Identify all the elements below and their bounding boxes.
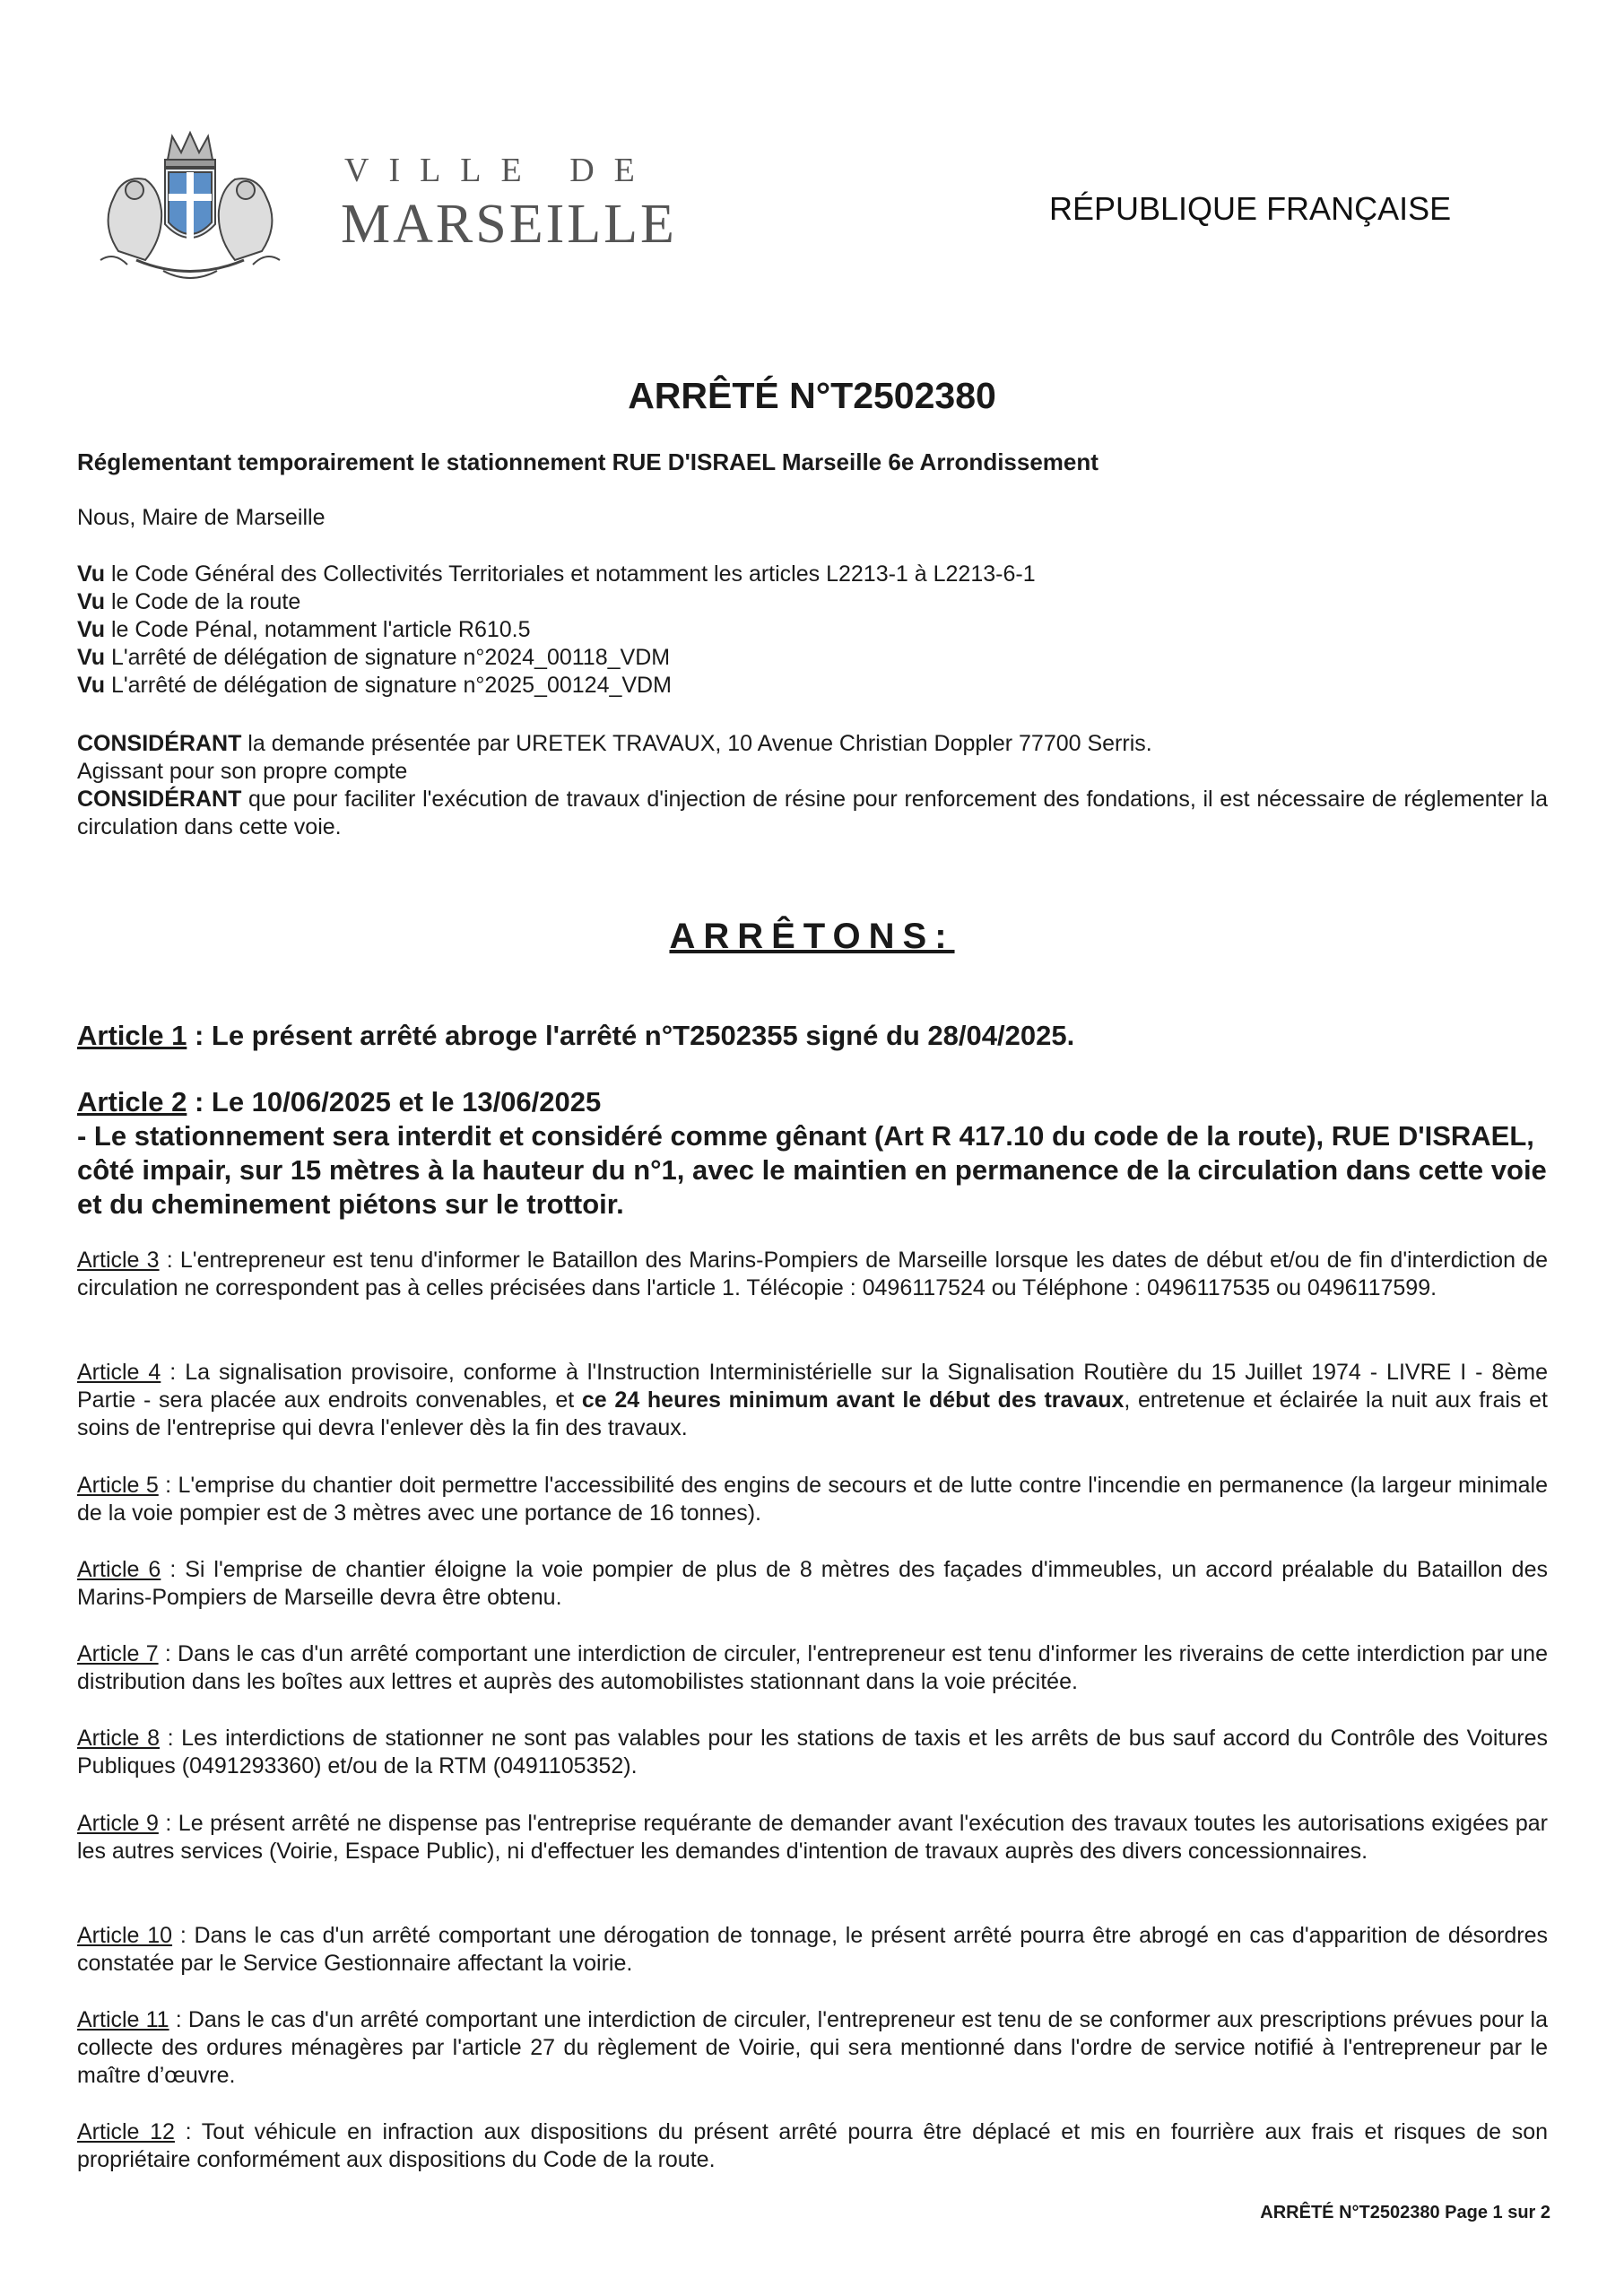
article-5: Article 5 : L'emprise du chantier doit permettre l'accessibilité des engins de secours et de lutte contre l'incendie en permanence (la largeur minimale de la voie pompier est de 3 mètres avec une portance de 16 tonnes).: [77, 1473, 1549, 1526]
article-3: Article 3 : L'entrepreneur est tenu d'informer le Bataillon des Marins-Pompiers de Marseille lorsque les dates de début et/ou de fin d'interdiction de circulation ne correspondent pas à celles précisées dans l'article 1. Télécopie : 0496117524 ou Téléphone : 0496117535 ou 0496117599.: [77, 1248, 1548, 1300]
republique-francaise: RÉPUBLIQUE FRANÇAISE: [1049, 190, 1452, 227]
page-title: ARRÊTÉ N°T2502380: [628, 375, 996, 416]
considerant-2: CONSIDÉRANT que pour faciliter l'exécution de travaux d'injection de résine pour renforcement des fondations, il est nécessaire de réglementer la circulation dans cette voie.: [77, 787, 1548, 839]
vu-item: Vu L'arrêté de délégation de signature n°2025_00124_VDM: [77, 673, 672, 698]
logo-text-line2: MARSEILLE: [341, 194, 677, 255]
subtitle: Réglementant temporairement le stationnement RUE D'ISRAEL Marseille 6e Arrondissement: [77, 448, 1099, 475]
article-9: Article 9 : Le présent arrêté ne dispense pas l'entreprise requérante de demander avant l'exécution des travaux toutes les autorisations exigées par les autres services (Voirie, Espace Public), ni d'effectuer les demandes d'intention de travaux auprès des divers concessionnaires.: [77, 1811, 1548, 1864]
coat-of-arms-icon: [100, 133, 280, 278]
article-4: Article 4 : La signalisation provisoire, conforme à l'Instruction Interministérielle sur la Signalisation Routière du 15 Juillet 1974 - LIVRE I - 8ème Partie - sera placée aux endroits convenables, et ce 24 heures minimum avant le début des travaux, entretenue et éclairée la nuit aux frais et soins de l'entreprise qui devra l'enlever dès la fin des travaux.: [77, 1360, 1548, 1440]
article-10: Article 10 : Dans le cas d'un arrêté comportant une dérogation de tonnage, le présent arrêté pourra être abrogé en cas d'apparition de désordres constatée par le Service Gestionnaire affectant la voirie.: [77, 1923, 1548, 1976]
article-12: Article 12 : Tout véhicule en infraction aux dispositions du présent arrêté pourra être déplacé et mis en fourrière aux frais et risques de son propriétaire conformément aux dispositions du Code de la route.: [77, 2119, 1549, 2172]
article-8: Article 8 : Les interdictions de stationner ne sont pas valables pour les stations de taxis et les arrêts de bus sauf accord du Contrôle des Voitures Publiques (0491293360) et/ou de la RTM (0491105352).: [77, 1726, 1548, 1779]
vu-item: Vu le Code Pénal, notamment l'article R610.5: [77, 617, 531, 642]
article-7: Article 7 : Dans le cas d'un arrêté comportant une interdiction de circuler, l'entrepreneur est tenu d'informer les riverains de cette interdiction par une distribution dans les boîtes aux lettres et auprès des automobilistes stationnant dans la voie précitée.: [77, 1641, 1548, 1694]
article-11: Article 11 : Dans le cas d'un arrêté comportant une interdiction de circuler, l'entrepreneur est tenu de se conformer aux prescriptions prévues pour la collecte des ordures ménagères par l'article 27 du règlement de Voirie, qui sera mentionné dans l'ordre de service notifié à l'entrepreneur par le maître d’œuvre.: [77, 2007, 1548, 2088]
considerant-1: CONSIDÉRANT la demande présentée par URETEK TRAVAUX, 10 Avenue Christian Doppler 77700 Serris.: [77, 731, 1152, 756]
vu-item: Vu le Code de la route: [77, 589, 301, 614]
logo-text-line1: VILLE DE: [344, 152, 655, 189]
vu-item: Vu le Code Général des Collectivités Territoriales et notamment les articles L2213-1 à L2213-6-1: [77, 561, 1036, 587]
maire-line: Nous, Maire de Marseille: [77, 505, 326, 530]
vu-item: Vu L'arrêté de délégation de signature n°2024_00118_VDM: [77, 645, 671, 670]
article-1: Article 1 : Le présent arrêté abroge l'arrêté n°T2502355 signé du 28/04/2025.: [77, 1020, 1075, 1051]
vu-list: [77, 561, 1036, 700]
page-footer: ARRÊTÉ N°T2502380 Page 1 sur 2: [1260, 2203, 1550, 2222]
agissant-line: Agissant pour son propre compte: [77, 759, 408, 784]
article-2: Article 2 : Le 10/06/2025 et le 13/06/2025 - Le stationnement sera interdit et considéré comme gênant (Art R 417.10 du code de la route), RUE D'ISRAEL, côté impair, sur 15 mètres à la hauteur du n°1, avec le maintien en permanence de la circulation dans cette voie et du cheminement piétons sur le trottoir.: [77, 1086, 1547, 1220]
ville-de-marseille-logo: [83, 126, 677, 291]
considerant-block: [77, 730, 1548, 841]
arretons-heading: ARRÊTONS:: [669, 917, 955, 956]
article-6: Article 6 : Si l'emprise de chantier éloigne la voie pompier de plus de 8 mètres des façades d'immeubles, un accord préalable du Bataillon des Marins-Pompiers de Marseille devra être obtenu.: [77, 1557, 1548, 1610]
